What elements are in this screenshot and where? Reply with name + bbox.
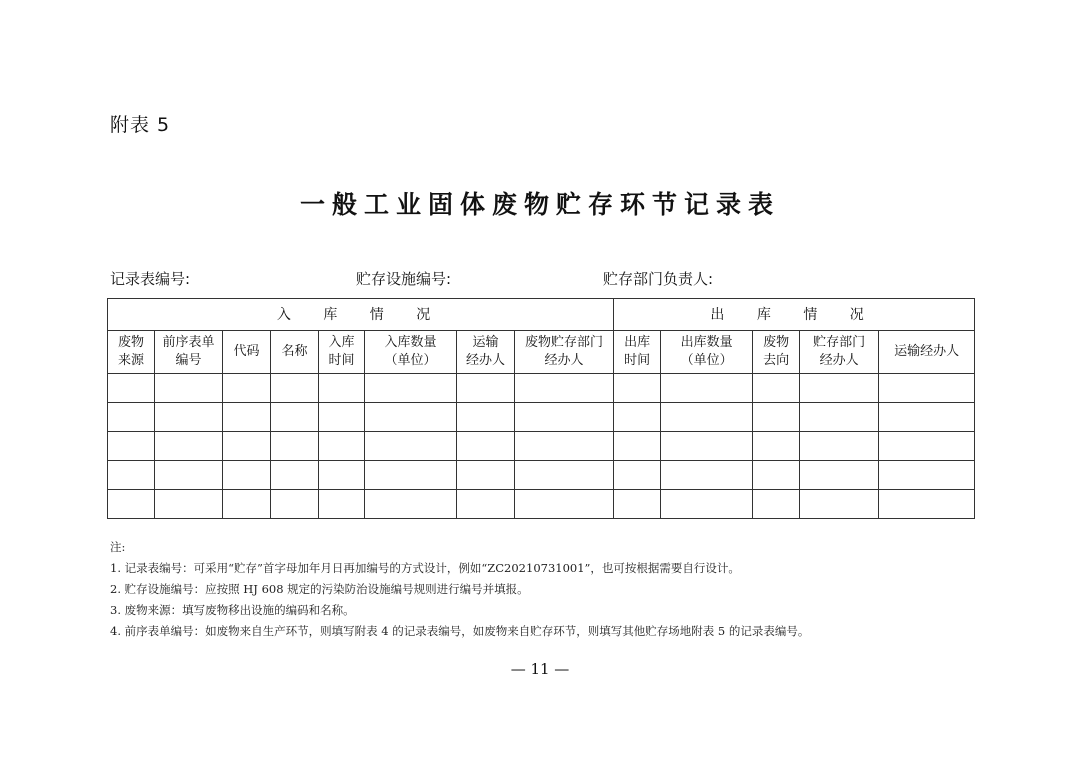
blank-record-cell (319, 490, 365, 519)
blank-record-cell (108, 403, 155, 432)
note-item: 2. 贮存设施编号：应按照 HJ 608 规定的污染防治设施编号规则进行编号并填报。 (110, 582, 529, 596)
blank-record-cell (879, 374, 975, 403)
column-header-text: 来源 (117, 353, 144, 368)
group-header-row (108, 299, 975, 331)
blank-record-cell (661, 461, 753, 490)
column-header-text: 时间 (328, 353, 355, 368)
blank-record-cell (155, 403, 223, 432)
blank-record-cell (108, 432, 155, 461)
column-header-text: 名称 (281, 344, 308, 359)
column-header-cell (365, 331, 457, 374)
column-header-text: （单位） (384, 353, 437, 368)
column-header-cell (271, 331, 319, 374)
blank-record-cell (457, 490, 515, 519)
blank-record-cell (223, 432, 271, 461)
column-header-text: 贮存部门 (813, 335, 866, 350)
blank-record-cell (800, 374, 879, 403)
blank-record-cell (365, 432, 457, 461)
blank-record-cell (108, 461, 155, 490)
inbound-header: 入 库 情 况 (108, 299, 614, 331)
column-header-cell (800, 331, 879, 374)
blank-record-cell (223, 490, 271, 519)
document-title: 一般工业固体废物贮存环节记录表 (299, 190, 780, 219)
column-header-text: 入库 (328, 335, 355, 350)
storage-department-head-label: 贮存部门负责人: (603, 270, 714, 288)
blank-record-cell (753, 461, 800, 490)
blank-record-cell (457, 461, 515, 490)
column-header-text: 运输经办人 (894, 344, 960, 359)
blank-record-cell (271, 432, 319, 461)
notes-section (110, 537, 809, 642)
column-header-text: 经办人 (819, 353, 859, 368)
page-number: — 11 — (510, 660, 570, 678)
column-header-cell (108, 331, 155, 374)
blank-record-cell (319, 432, 365, 461)
blank-record-cell (753, 432, 800, 461)
blank-record-cell (614, 374, 661, 403)
blank-record-cell (457, 374, 515, 403)
blank-record-cell (457, 432, 515, 461)
blank-record-cell (515, 374, 614, 403)
blank-record-cell (753, 374, 800, 403)
column-header-text: 废物贮存部门 (525, 335, 604, 350)
blank-record-cell (155, 490, 223, 519)
column-header-cell (879, 331, 975, 374)
blank-record-cell (108, 490, 155, 519)
record-number-label: 记录表编号: (110, 270, 191, 288)
blank-record-cell (879, 461, 975, 490)
column-header-text: 经办人 (544, 353, 584, 368)
column-header-text: 时间 (624, 353, 651, 368)
blank-record-cell (614, 432, 661, 461)
blank-record-cell (108, 374, 155, 403)
blank-record-cell (661, 432, 753, 461)
storage-facility-number-label: 贮存设施编号: (356, 270, 452, 288)
column-header-cell (614, 331, 661, 374)
column-header-cell (753, 331, 800, 374)
blank-record-cell (365, 461, 457, 490)
blank-record-cell (661, 403, 753, 432)
blank-record-cell (753, 490, 800, 519)
blank-record-cell (800, 403, 879, 432)
notes-heading: 注: (110, 540, 126, 554)
blank-record-cell (271, 461, 319, 490)
column-header-cell (661, 331, 753, 374)
column-header-text: 出库数量 (680, 335, 733, 350)
column-header-text: 出库 (624, 335, 651, 350)
outbound-header: 出 库 情 况 (614, 299, 975, 331)
column-header-cell (223, 331, 271, 374)
blank-record-cell (614, 461, 661, 490)
blank-record-cell (515, 461, 614, 490)
column-header-text: （单位） (680, 353, 733, 368)
blank-record-cell (319, 461, 365, 490)
blank-record-cell (155, 374, 223, 403)
column-header-text: 去向 (763, 353, 790, 368)
storage-record-table (107, 298, 975, 519)
blank-record-cell (800, 461, 879, 490)
column-header-text: 经办人 (465, 353, 505, 368)
column-header-text: 废物 (117, 335, 144, 350)
note-item: 1. 记录表编号：可采用“贮存”首字母加年月日再加编号的方式设计，例如“ZC20210731001”，也可按根据需要自行设计。 (110, 561, 740, 575)
column-header-text: 运输 (472, 335, 499, 350)
blank-record-cell (155, 432, 223, 461)
blank-record-cell (319, 374, 365, 403)
blank-record-row (108, 490, 975, 519)
blank-record-cell (515, 403, 614, 432)
blank-record-cell (753, 403, 800, 432)
blank-record-cell (319, 403, 365, 432)
blank-record-cell (365, 374, 457, 403)
blank-record-row (108, 432, 975, 461)
blank-record-cell (223, 374, 271, 403)
blank-record-cell (800, 432, 879, 461)
blank-record-cell (271, 490, 319, 519)
blank-record-cell (271, 403, 319, 432)
column-header-text: 入库数量 (384, 335, 437, 350)
blank-record-cell (365, 490, 457, 519)
blank-record-cell (879, 403, 975, 432)
blank-record-cell (223, 461, 271, 490)
column-header-cell (457, 331, 515, 374)
blank-record-cell (800, 490, 879, 519)
blank-record-row (108, 374, 975, 403)
blank-record-cell (223, 403, 271, 432)
column-header-cell (515, 331, 614, 374)
blank-record-cell (365, 403, 457, 432)
column-header-text: 编号 (175, 353, 202, 368)
blank-record-cell (457, 403, 515, 432)
blank-record-cell (614, 490, 661, 519)
column-header-cell (319, 331, 365, 374)
blank-record-cell (661, 490, 753, 519)
blank-record-cell (515, 490, 614, 519)
column-header-text: 代码 (233, 344, 260, 359)
blank-record-cell (155, 461, 223, 490)
column-header-text: 废物 (763, 335, 790, 350)
blank-record-row (108, 403, 975, 432)
blank-record-cell (271, 374, 319, 403)
column-header-text: 前序表单 (162, 335, 215, 350)
column-header-cell (155, 331, 223, 374)
blank-record-cell (879, 490, 975, 519)
blank-record-cell (879, 432, 975, 461)
blank-record-cell (614, 403, 661, 432)
note-item: 4. 前序表单编号：如废物来自生产环节，则填写附表 4 的记录表编号，如废物来自贮存环节，则填写其他贮存场地附表 5 的记录表编号。 (110, 624, 810, 638)
blank-record-row (108, 461, 975, 490)
column-header-row (108, 331, 975, 374)
note-item: 3. 废物来源：填写废物移出设施的编码和名称。 (110, 603, 355, 617)
blank-record-cell (661, 374, 753, 403)
appendix-label: 附表 5 (110, 114, 171, 136)
blank-record-cell (515, 432, 614, 461)
